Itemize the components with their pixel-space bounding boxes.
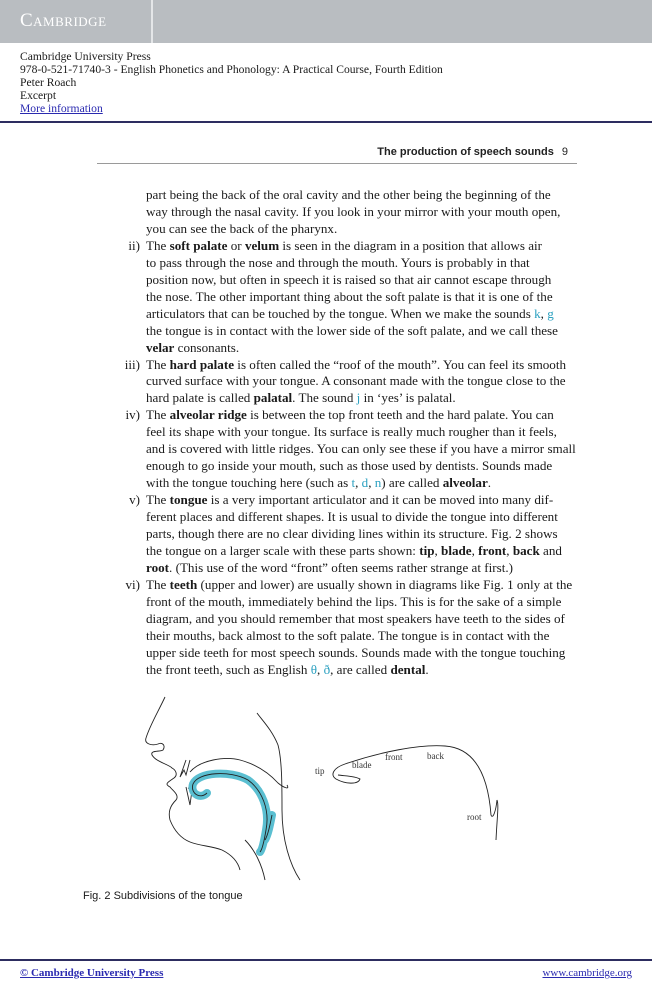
header-divider [151,0,153,43]
bold-term: hard palate [169,356,235,372]
text-line [129,491,554,508]
bold-term: root [146,559,170,575]
bold-term: teeth [169,576,198,592]
label-blade: blade [352,760,372,770]
text-line [146,508,558,525]
text-segment: hard palate is called [146,390,254,406]
text-segment: position now, but often in speech it is raised so that air cannot escape through [146,271,552,287]
text-line [146,305,554,322]
bold-term: velar [146,339,175,355]
phonetic-symbol: ð [323,661,331,677]
text-segment: The [146,237,170,253]
text-segment: , are called [330,661,391,677]
upper-lip-teeth [180,760,190,777]
text-line [146,474,491,491]
text-segment: you can see the back of the pharynx. [146,220,338,236]
text-segment: , [355,475,362,491]
text-line [146,644,565,661]
text-segment: , [506,542,513,558]
bold-term: dental [390,661,426,677]
running-head-rule [97,163,577,164]
list-number: ii) [128,237,140,253]
text-segment: The [146,407,170,423]
text-segment: , [540,305,548,321]
footer-rule [0,959,652,961]
text-segment: , [471,542,479,558]
text-segment: , [317,661,324,677]
text-line [146,339,239,356]
publisher: Cambridge University Press [20,50,151,63]
text-line [125,576,573,593]
text-line [146,440,576,457]
list-number: iv) [125,407,140,423]
text-segment: . The sound [292,390,357,406]
cambridge-logo: Cambridge [20,10,107,31]
text-segment: The [146,356,170,372]
page-number: 9 [561,146,568,158]
list-number: iii) [124,356,140,372]
text-segment: the nose. The other important thing about the soft palate is that it is one of the [146,288,553,304]
text-line [146,457,552,474]
text-segment: and [539,542,562,558]
text-segment: , [368,475,375,491]
bold-term: alveolar ridge [169,407,247,423]
label-back: back [427,751,444,761]
text-line [125,406,554,423]
text-segment: consonants. [174,339,240,355]
text-segment: diagram, and you should remember that most speakers have teeth to the sides of [146,610,565,626]
text-line [146,542,562,559]
text-segment: part being the back of the oral cavity and the other being the beginning of the [146,187,551,202]
list-number: vi) [125,576,140,592]
text-segment: . [425,661,429,677]
text-line [146,593,561,610]
text-segment: , [434,542,442,558]
copyright-link[interactable]: © Cambridge University Press [20,967,164,979]
running-head-title: The production of speech sounds [377,146,554,158]
text-segment: is seen in the diagram in a position that allows air [279,237,543,253]
text-line [146,525,558,542]
more-information-link[interactable]: More information [20,102,103,115]
running-head [377,146,568,158]
text-segment: in ‘yes’ is palatal. [360,390,456,406]
text-segment: ) are called [381,475,443,491]
text-segment: (upper and lower) are usually shown in diagrams like Fig. 1 only at the [197,576,573,592]
phonetic-symbol: g [547,305,554,321]
text-segment: or [227,237,245,253]
list-number: v) [129,492,140,508]
text-segment: parts, though there are no clear dividing lines within its structure. Fig. 2 shows [146,526,558,541]
text-line [146,389,456,406]
text-segment: articulators that can be touched by the tongue. When we make the sounds [146,305,535,321]
text-segment: . [487,475,492,491]
text-segment: the tongue is in contact with the lower side of the soft palate, and we call these [146,322,558,338]
text-segment: enough to go inside your mouth, such as those used by dentists. Sounds made [146,458,553,474]
bold-term: alveolar [442,475,488,491]
tongue-highlight [192,774,272,852]
bold-term: velum [244,237,280,253]
text-segment: is a very important articulator and it can be moved into many dif- [207,492,554,508]
author: Peter Roach [20,76,77,89]
excerpt-label: Excerpt [20,89,57,102]
bold-term: front [478,542,507,558]
bold-term: tip [419,542,435,558]
phonetic-symbol: θ [310,661,318,677]
text-line [124,356,567,373]
text-segment: front of the mouth, immediately behind the lips. This is for the sake of a simple [146,593,562,609]
text-segment: upper side teeth for most speech sounds. Sounds made with the tongue touching [146,644,566,660]
header-rule [0,121,652,123]
text-segment: The [146,492,170,508]
text-line [146,203,560,220]
text-line [146,322,558,339]
text-line [146,186,551,203]
text-segment: is often called the “roof of the mouth”. You can feel its smooth [234,356,567,372]
phonetic-symbol: d [361,475,369,491]
phonetic-symbol: t [351,475,356,491]
bold-term: blade [441,542,472,558]
bold-term: tongue [169,492,208,508]
phonetic-symbol: k [534,305,541,321]
tongue-figure [130,690,510,890]
text-segment: to pass through the nose and through the mouth. Yours is probably in that [146,254,530,270]
text-line [146,627,549,644]
isbn-title: 978-0-521-71740-3 - English Phonetics and Phonology: A Practical Course, Fourth Edition [20,63,443,76]
text-segment: ferent places and different shapes. It is usual to divide the tongue into different [146,509,558,525]
text-segment: feel its shape with your tongue. Its surface is really much rougher than it feels, [146,424,557,440]
phonetic-symbol: n [374,475,382,491]
text-segment: . (This use of the word “front” often seems rather strange at first.) [169,559,513,575]
text-line [146,372,566,389]
label-front: front [385,752,403,762]
text-line [146,661,429,678]
text-line [146,288,553,305]
text-segment: their mouths, back almost to the soft palate. The tongue is in contact with the [146,627,550,643]
text-segment: the front teeth, such as English [146,661,311,677]
text-segment: is between the top front teeth and the hard palate. You can [246,407,554,423]
text-line [146,271,551,288]
text-line [146,423,557,440]
text-segment: curved surface with your tongue. A consonant made with the tongue close to the [146,373,566,389]
text-line [146,610,565,627]
bold-term: back [512,542,540,558]
website-link[interactable]: www.cambridge.org [542,967,632,979]
text-line [146,220,337,237]
text-segment: and is covered with little ridges. You can only see these if you have a mirror small [146,441,576,457]
text-segment: the tongue on a larger scale with these parts shown: [146,542,420,558]
text-line [146,254,530,271]
bold-term: soft palate [169,237,228,253]
text-segment: The [146,576,170,592]
text-line [128,237,543,254]
phonetic-symbol: j [356,390,361,406]
label-tip: tip [315,766,325,776]
text-line [146,559,513,576]
text-segment: with the tongue touching here (such as [146,475,352,491]
label-root: root [467,812,482,822]
bold-term: palatal [253,390,293,406]
figure-caption: Fig. 2 Subdivisions of the tongue [83,890,243,902]
book-metadata [20,50,443,115]
text-segment: way through the nasal cavity. If you look in your mirror with your mouth open, [146,203,561,219]
